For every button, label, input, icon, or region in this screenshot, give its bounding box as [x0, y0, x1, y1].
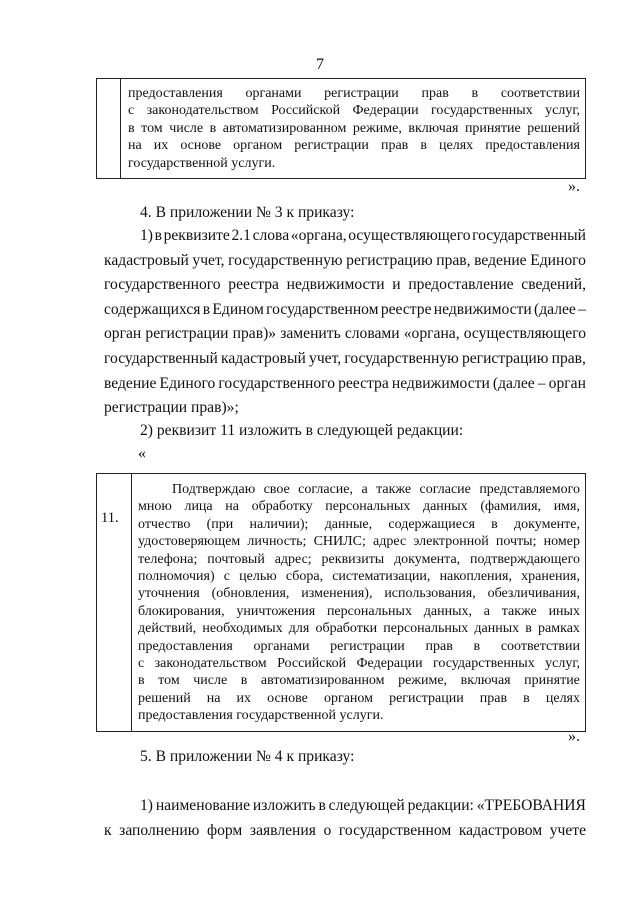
paragraph-item-4-1 [104, 224, 586, 421]
text-line: предоставления органами регистрации прав в соответствии [138, 638, 580, 654]
closing-quote: ». [568, 178, 580, 195]
text-line: с законодательством Российской Федерации государственных услуг, [128, 103, 580, 119]
table-fragment-requisite-11 [96, 473, 586, 732]
paragraph-item-5 [104, 745, 586, 770]
text-line: отчество (при наличии); данные, содержащиеся в документе, [138, 516, 580, 532]
paragraph-item-4 [104, 201, 586, 226]
text-line: государственный кадастровый учет, государственную регистрацию прав, [104, 349, 586, 367]
text-line: 4. В приложении № 3 к приказу: [140, 204, 355, 221]
text-line: уточнения (обновления, изменения), использования, обезличивания, [138, 586, 580, 602]
text-line: полномочия) с целью сбора, систематизации, накопления, хранения, [138, 569, 580, 585]
table-text-cell [121, 79, 586, 179]
requisite-number: 11. [97, 474, 132, 732]
text-line: удостоверяющем личность; СНИЛС; адрес электронной почты; номер [138, 534, 580, 550]
text-line: содержащихся в Едином государственном реестре недвижимости (далее – [104, 300, 586, 318]
opening-quote: « [138, 445, 146, 462]
text-line: решений на их основе органом регистрации прав в целях [138, 690, 580, 706]
text-line: телефона; почтовый адрес; реквизиты документа, подтверждающего [138, 551, 580, 567]
text-line: к заполнению форм заявления о государственном кадастровом учете [104, 821, 586, 839]
table-row [97, 79, 586, 179]
text-line: с законодательством Российской Федерации государственных услуг, [138, 656, 580, 672]
text-line: Подтверждаю свое согласие, а также согласие представляемого [172, 482, 580, 497]
table-row [97, 474, 586, 732]
text-line: 1) в реквизите 2.1 слова «органа, осуществляющего государственный [140, 227, 586, 244]
text-line: на их основе органом регистрации прав в целях предоставления [128, 138, 580, 154]
table-cell-text [138, 481, 580, 725]
text-line: 1) наименование изложить в следующей редакции: «ТРЕБОВАНИЯ [140, 797, 586, 814]
text-line: регистрации прав)»; [104, 399, 239, 417]
paragraph-item-4-2 [104, 419, 586, 444]
text-line: предоставления государственной услуги. [138, 708, 384, 724]
text-line: ведение Единого государственного реестра недвижимости (далее – орган [104, 374, 586, 392]
text-line: орган регистрации прав)» заменить словами «органа, осуществляющего [104, 325, 586, 343]
text-line: действий, необходимых для обработки персональных данных в рамках [138, 621, 580, 637]
page-number: 7 [316, 56, 324, 73]
table-number-cell [97, 79, 121, 179]
table-text-cell [132, 474, 586, 732]
text-line: в том числе в автоматизированном режиме, включая принятие [138, 673, 580, 689]
text-line: мною лица на обработку персональных данных (фамилия, имя, [138, 499, 580, 515]
text-line: предоставления органами регистрации прав в соответствии [128, 86, 580, 101]
text-line: в том числе в автоматизированном режиме, включая принятие решений [128, 120, 580, 136]
closing-quote: ». [568, 728, 580, 745]
table-cell-text [128, 85, 580, 172]
text-line: 2) реквизит 11 изложить в следующей редакции: [140, 422, 464, 439]
table-fragment-top [96, 78, 586, 179]
text-line: кадастровый учет, государственную регистрацию прав, ведение Единого [104, 251, 586, 269]
text-line: государственного реестра недвижимости и предоставление сведений, [104, 276, 586, 294]
text-line: 5. В приложении № 4 к приказу: [140, 748, 355, 765]
text-line: государственной услуги. [128, 155, 276, 171]
text-line: блокирования, уничтожения персональных данных, а также иных [138, 603, 580, 619]
paragraph-item-5-1 [104, 794, 586, 843]
